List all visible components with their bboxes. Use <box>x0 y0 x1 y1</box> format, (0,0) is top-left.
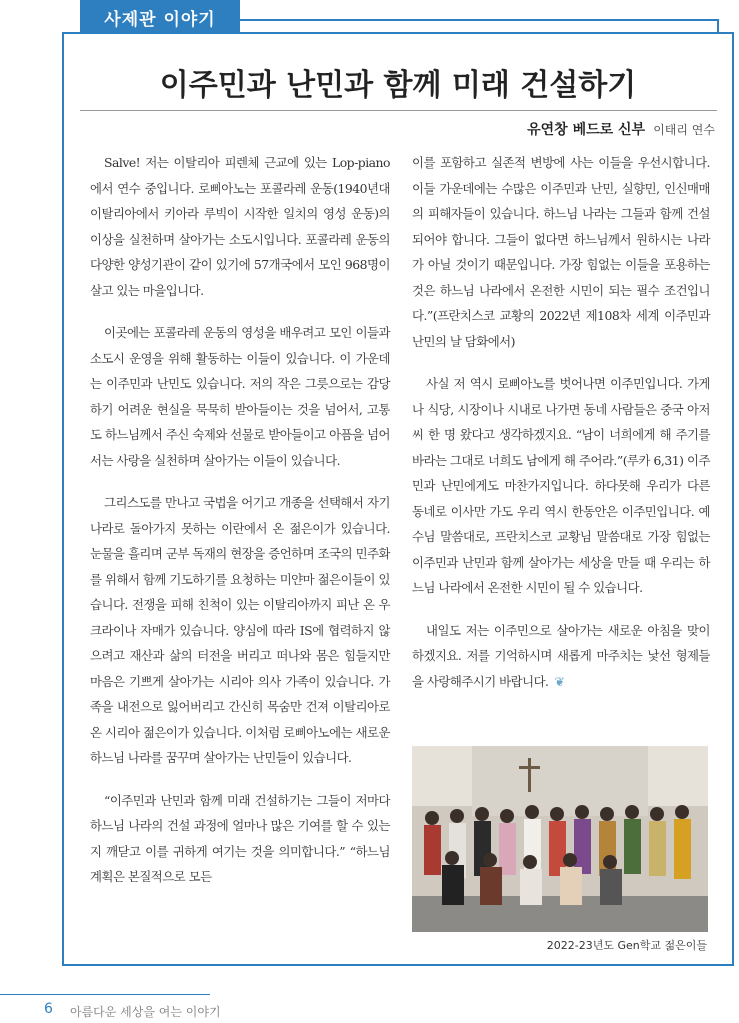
author-name: 유연창 베드로 신부 <box>527 122 646 138</box>
byline <box>527 119 715 139</box>
article-title: 이주민과 난민과 함께 미래 건설하기 <box>159 68 637 103</box>
paragraph: “이주민과 난민과 함께 미래 건설하기는 그들이 저마다 하느님 나라의 건설 과정에 얼마나 많은 기여를 할 수 있는지 깨닫고 이를 귀하게 여기는 것을 의미합니다.” “하느님 계획은 본질적으로 모든 <box>90 792 390 884</box>
frame-top-corner <box>717 19 719 33</box>
group-photo <box>412 746 708 932</box>
footer-rule <box>0 994 210 995</box>
author-role: 이태리 연수 <box>653 123 715 137</box>
series-title: 아름다운 세상을 여는 이야기 <box>70 1005 221 1019</box>
group-photo-illustration <box>412 746 708 932</box>
leaf-icon: ❦ <box>554 673 565 689</box>
closing-text: 내일도 저는 이주민으로 살아가는 새로운 아침을 맞이하겠지요. 저를 기억하시며 새롭게 마주치는 낯선 형제들을 사랑해주시기 바랍니다. <box>412 622 710 689</box>
paragraph: 사실 저 역시 로삐아노를 벗어나면 이주민입니다. 가게나 식당, 시장이나 시내로 나가면 동네 사람들은 중국 아저씨 한 명 왔다고 생각하겠지요. “남이 너희에게 해 주기를 바라는 그대로 너희도 남에게 해 주어라.”(루카 6,31) 이주민과 난민에게도 마찬가지입니다. 하다못해 우리가 다른 동네로 이사만 가도 우리 역시 한동안은 이주민입니다. 예수님 말씀대로, 프란치스코 교황님 말씀대로 가장 힘없는 이주민과 난민과 함께 살아가는 세상을 만들 때 우리는 하느님 나라에서 온전한 시민이 될 수 있습니다. <box>412 376 710 595</box>
paragraph: 그리스도를 만나고 국법을 어기고 개종을 선택해서 자기 나라로 돌아가지 못하는 이란에서 온 젊은이가 있습니다. 눈물을 흘리며 군부 독재의 현장을 증언하며 조국의 민주화를 위해서 함께 기도하기를 요청하는 미얀마 젊은이들이 있습니다. 전쟁을 피해 친척이 있는 이탈리아까지 피난 온 우크라이나 자매가 있습니다. 양심에 따라 IS에 협력하지 않으려고 재산과 삶의 터전을 버리고 떠나와 몸은 힘들지만 마음은 기쁘게 살아가는 시리아 의사 가족이 있습니다. 가족을 내전으로 잃어버리고 간신히 목숨만 건져 이탈리아로 온 시리아 젊은이가 있습니다. 이처럼 로삐아노에는 새로운 하느님 나라를 꿈꾸며 살아가는 난민들이 있습니다. <box>90 495 390 765</box>
title-divider <box>80 110 717 111</box>
paragraph: 이곳에는 포콜라레 운동의 영성을 배우려고 모인 이들과 소도시 운영을 위해 활동하는 이들이 있습니다. 이 가운데는 이주민과 난민도 있습니다. 저의 작은 그릇으로는 감당하기 어려운 현실을 묵묵히 받아들이는 것을 넘어서, 고통도 하느님께서 주신 숙제와 선물로 받아들이고 아픔을 넘어서는 사랑을 실천하며 살아가는 이들이 있습니다. <box>90 325 390 468</box>
page-number: 6 <box>44 1001 53 1017</box>
paragraph: 이를 포함하고 실존적 변방에 사는 이들을 우선시합니다. 이들 가운데에는 수많은 이주민과 난민, 실향민, 인신매매의 피해자들이 있습니다. 하느님 나라는 그들과 함께 건설되어야 합니다. 그들이 없다면 하느님께서 원하시는 나라가 아닐 것이기 때문입니다. 가장 힘없는 이들을 포용하는 것은 하느님 나라에서 온전한 시민이 되는 필수 조건입니다.”(프란치스코 교황의 2022년 제108차 세계 이주민과 난민의 날 담화에서) <box>412 155 710 349</box>
photo-caption: 2022-23년도 Gen학교 젊은이들 <box>546 939 707 952</box>
section-tag: 사제관 이야기 <box>80 0 240 34</box>
frame-top-line <box>240 19 718 21</box>
right-column <box>412 150 710 711</box>
paragraph: Salve! 저는 이탈리아 피렌체 근교에 있는 Lop-piano에서 연수 중입니다. 로삐아노는 포콜라레 운동(1940년대 이탈리아에서 키아라 루빅이 시작한 일치의 영성 운동)의 이상을 실천하며 살아가는 소도시입니다. 포콜라레 운동의 다양한 양성기관이 같이 있기에 57개국에서 모인 968명이 살고 있는 마을입니다. <box>90 155 390 298</box>
left-column <box>90 150 390 907</box>
paragraph-closing <box>412 618 710 695</box>
